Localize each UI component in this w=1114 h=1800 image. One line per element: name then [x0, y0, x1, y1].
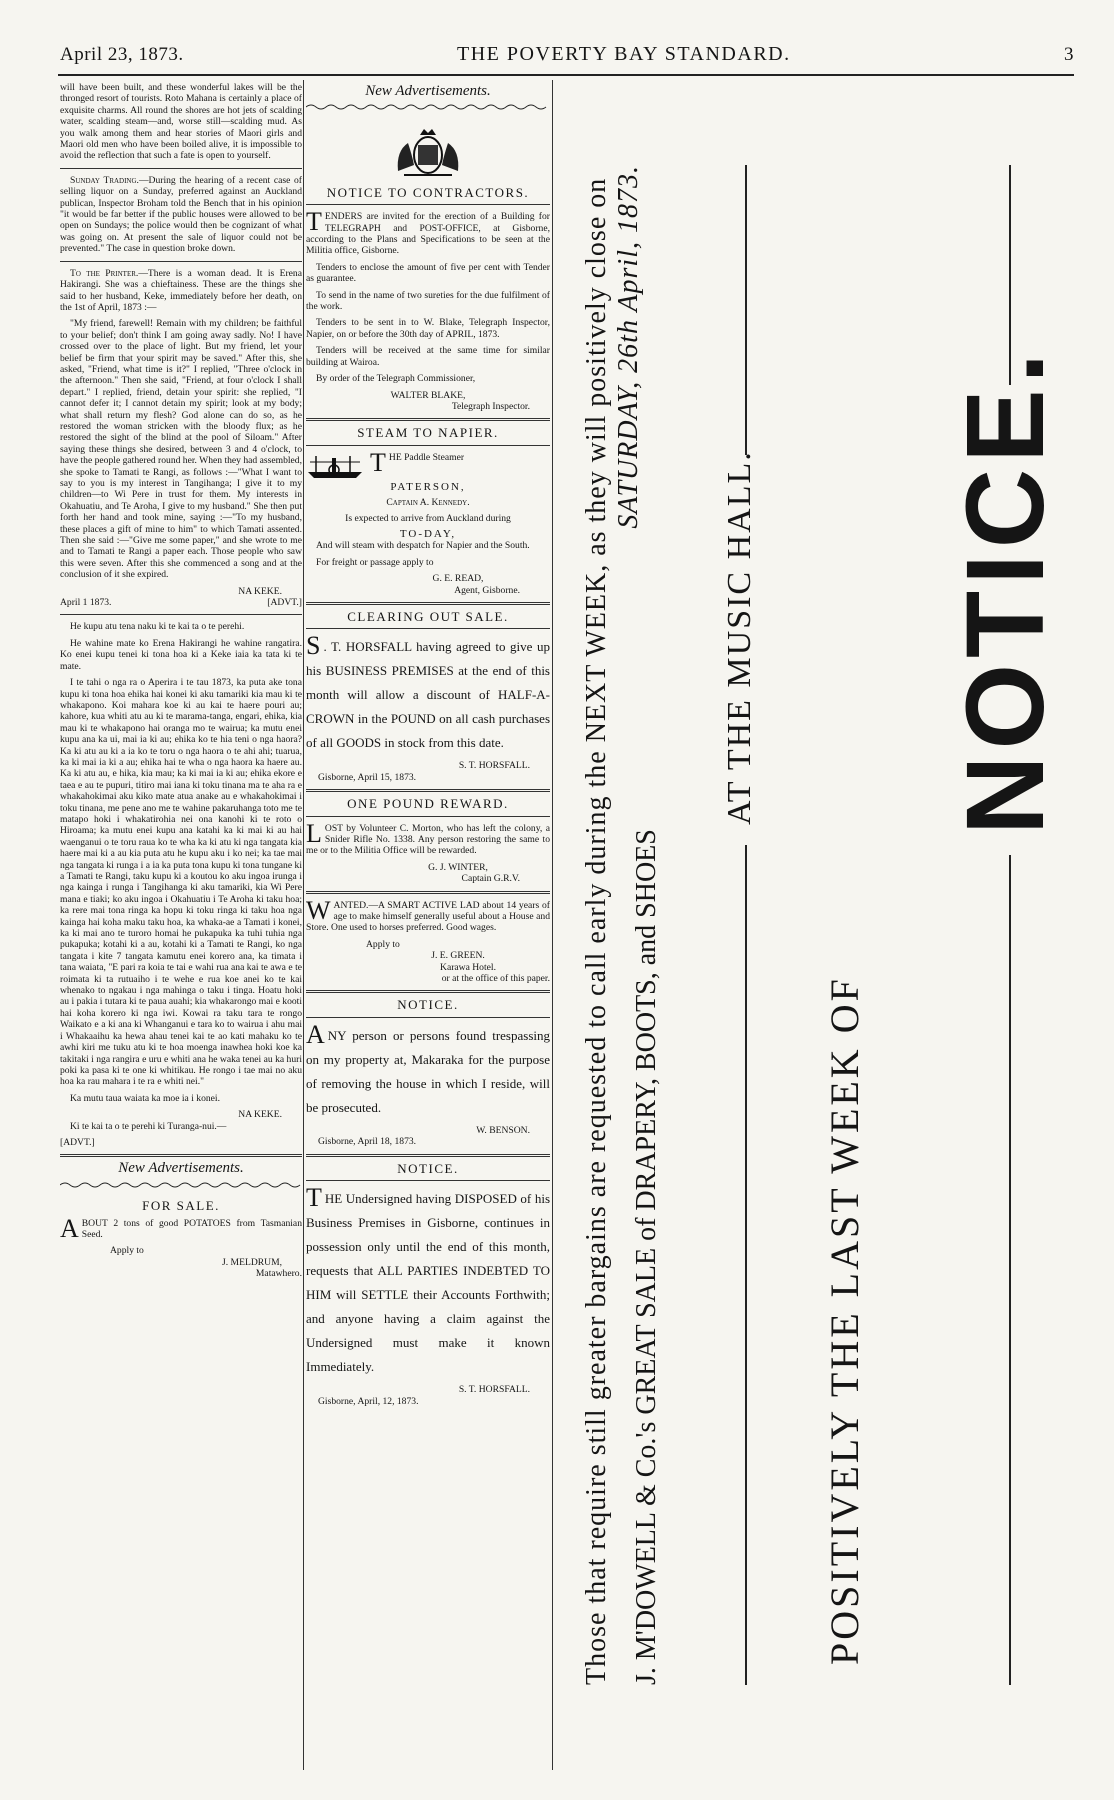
ad-body: OST by Volunteer C. Morton, who has left the colony, a Snider Rifle No. 1338. Any person restoring the same to me or to the Militia Office will be rewarded.	[306, 822, 550, 857]
advertiser-place: Matawhero.	[255, 1268, 302, 1280]
green-name: J. E. GREEN.	[431, 950, 485, 962]
steamship-icon	[306, 452, 366, 480]
read-name: G. E. READ,	[432, 573, 484, 585]
steamer-name: PATERSON,	[390, 480, 466, 493]
read-title: Agent, Gisborne.	[454, 584, 520, 596]
new-advertisements-heading: New Advertisements.	[365, 83, 491, 99]
mdowell-sale-line: J. M'DOWELL & Co.'s GREAT SALE of DRAPERY, BOOTS, and SHOES	[631, 829, 662, 1685]
wanted-ad	[306, 895, 550, 934]
divider	[60, 168, 302, 169]
reward-heading: ONE POUND REWARD.	[347, 796, 509, 812]
drop-cap: S	[306, 631, 321, 661]
steamer-today: TO-DAY,	[399, 527, 457, 540]
notice-heading-2: NOTICE.	[397, 1160, 459, 1176]
bargains-text: Those that require still greater bargains are requested to call early during the NEXT WEEK, as they will positively close on	[581, 177, 612, 1685]
clearing-date: Gisborne, April 15, 1873.	[318, 771, 417, 783]
divider	[306, 204, 550, 205]
divider	[306, 1017, 550, 1018]
advt-tag: [ADVT.]	[60, 1136, 95, 1148]
dateline	[60, 597, 302, 608]
steamer-freight: For freight or passage apply to	[316, 556, 434, 568]
winter-name: G. J. WINTER,	[428, 861, 488, 873]
divider	[306, 445, 550, 446]
article-body: —There is a woman dead. It is Erena Hakirangi. She was a chieftainess. These are the things she said to her husband, Keke, immediately before her death, on the 1st of April, 1873 :—	[60, 267, 302, 313]
green-office: or at the office of this paper.	[441, 973, 550, 985]
drapery-sale-advertisement	[556, 80, 1086, 1770]
ad-body: NY person or persons found trespassing on my property at, Makaraka for the purpose of removing the house in which I reside, will be prosecuted.	[306, 1027, 550, 1115]
column-2	[306, 82, 550, 1782]
steamer-despatch: And will steam with despatch for Napier and the South.	[316, 540, 530, 552]
notice-rule-left	[1009, 855, 1011, 1685]
divider	[306, 1180, 550, 1181]
wavy-rule	[306, 103, 550, 111]
steam-heading: STEAM TO NAPIER.	[357, 425, 499, 441]
divider	[306, 789, 550, 792]
divider	[60, 614, 302, 615]
drop-cap: A	[306, 1019, 325, 1049]
tenders-guarantee: Tenders to enclose the amount of five per cent with Tender as guarantee.	[306, 261, 550, 285]
divider	[306, 628, 550, 629]
ad-body: HE Undersigned having DISPOSED of his Business Premises in Gisborne, continues in possession only until the end of this month, requests that ALL PARTIES INDEBTED TO HIM will SETTLE their Accounts Forthwith; and anyone having a claim against the Undersigned must make it known Immediately.	[306, 1191, 550, 1375]
ad-body: BOUT 2 tons of good POTATOES from Tasmanian Seed.	[81, 1217, 302, 1240]
hall-rule-left	[745, 845, 747, 1685]
music-hall: AT THE MUSIC HALL.	[721, 450, 758, 825]
divider	[306, 816, 550, 817]
drop-cap: T	[370, 447, 386, 477]
tenders-sureties: To send in the name of two sureties for the due fulfilment of the work.	[306, 289, 550, 313]
column-divider-1	[303, 80, 304, 1770]
divider	[60, 1154, 302, 1157]
clearing-heading: CLEARING OUT SALE.	[347, 608, 509, 624]
steamer-arrival: Is expected to arrive from Auckland during	[345, 512, 511, 524]
blake-name: WALTER BLAKE,	[390, 389, 466, 401]
article-lead: Sunday Trading.	[70, 174, 139, 186]
blake-title: Telegraph Inspector.	[451, 400, 530, 412]
reward-ad	[306, 818, 550, 857]
clearing-ad	[306, 631, 550, 755]
apply-line: Apply to	[110, 1245, 144, 1257]
drop-cap: W	[306, 895, 331, 925]
green-hotel: Karawa Hotel.	[440, 961, 496, 973]
for-sale-heading: FOR SALE.	[142, 1198, 220, 1214]
steamer-line: HE Paddle Steamer	[388, 451, 465, 463]
issue-date: April 23, 1873.	[60, 44, 184, 65]
letter-date: April 1 1873.	[60, 597, 112, 609]
potatoes-ad	[60, 1213, 302, 1243]
drop-cap: A	[60, 1213, 79, 1243]
maori-ending: Ka mutu taua waiata ka moe ia i konei.	[70, 1092, 220, 1104]
divider	[306, 990, 550, 993]
tenders-wairoa: Tenders will be received at the same time for similar building at Wairoa.	[306, 345, 550, 368]
newspaper-title: THE POVERTY BAY STANDARD.	[457, 43, 791, 65]
article-to-printer	[60, 268, 302, 314]
ad-body: ANTED.—A SMART ACTIVE LAD about 14 years of age to make himself generally useful about a House and Store. One used to horses preferred. Good wages.	[306, 899, 550, 934]
divider	[306, 418, 550, 421]
new-advertisements-heading: New Advertisements.	[118, 1160, 244, 1177]
masthead-rule	[58, 74, 1074, 76]
horsfall-signature-2: S. T. HORSFALL.	[458, 1384, 530, 1396]
drop-cap: L	[306, 818, 322, 848]
tenders-ad	[306, 207, 550, 257]
steamer-captain: Captain A. Kennedy.	[386, 497, 470, 509]
notice-heading-1: NOTICE.	[397, 997, 459, 1013]
notice1-date: Gisborne, April 18, 1873.	[318, 1136, 417, 1148]
advt-tag: [ADVT.]	[267, 597, 302, 609]
maori-footer: Ki te kai ta o te perehi ki Turanga-nui.—	[70, 1120, 227, 1132]
article-lead: To the Printer.	[70, 267, 139, 279]
horsfall-signature: S. T. HORSFALL.	[458, 760, 530, 772]
contractors-heading: NOTICE TO CONTRACTORS.	[326, 184, 530, 200]
settle-accounts-notice	[306, 1183, 550, 1379]
column-1	[60, 82, 302, 1782]
tenders-deadline: Tenders to be sent in to W. Blake, Telegraph Inspector, Napier, on or before the 30th day of APRIL, 1873.	[306, 317, 550, 340]
maori-para: He wahine mate ko Erena Hakirangi he wahine rangatira. Ko enei kupu tenei ki tona hoa ki a Keke iaia ka tata ki te mate.	[60, 637, 302, 672]
royal-coat-of-arms-icon	[368, 121, 488, 181]
rotated-advert	[571, 145, 1071, 1705]
column-divider-2	[552, 80, 553, 1770]
wanted-apply: Apply to	[366, 938, 400, 950]
divider	[60, 261, 302, 262]
maori-intro: He kupu atu tena naku ki te kai ta o te perehi.	[70, 621, 245, 633]
advertiser-name: J. MELDRUM,	[222, 1256, 282, 1268]
page-number: 3	[1064, 44, 1074, 65]
trespass-notice	[306, 1019, 550, 1120]
divider	[306, 602, 550, 605]
ad-body: . T. HORSFALL having agreed to give up his BUSINESS PREMISES at the end of this month will allow a discount of HALF-A-CROWN in the POUND on all cash purchases of all GOODS in stock from this date.	[306, 639, 550, 751]
steamer-ad	[306, 447, 550, 493]
article-sunday-trading	[60, 175, 302, 255]
maori-letter: I te tahi o nga ra o Aperira i te tau 1873, ka puta ake tona kupu ki tona hoa ehika hai konei ki aku tamariki kia mau ki te whakapono. Koi mahara koe ki au kai te haere pouri au; kahore, kua whiti atu au ki te marama-tanga, engari, ehika, kia mau ki te whakapono hai oranga mo te wairua; ka mutu enei kupu ana ka ui, mai ia ki au; ehika ko te hia teni o nga haora? Ka ki atu au ki a ia ko te toru o nga haora o te ahi ahi; tuarua, ka ki mai ia ki a au; ehika hai te wha o nga haora ka haere au. Ka ki atu au, e hika, kia mau; ka ki mai ia ki au; ehika ekore e taea e au te pupuri, titiro mai iana ki toku tinana ma te aha ra e whakahokimai aku kiko mate atua anake au e whakahokimai i toku tinana, me pene ano me te wahine pakaruhanga toto me te matapo hoki i whakatirohia nei ona kanohi ki te roto o Hiroama; ka mutu enei kupu ana katahi ka ki mai ki au hai waenganui o te toru raua ko te wha ka ki atu ki nga tangata kia haere mai ki a au kia puta atu he kupu aku i ko nei; ka tae mai nga tangata ki runga i a ia ka puta tona kupu ki tona tungane ki a Tamati te Rangi, taku kupu ki a koutou ko aku ingoa irunga i nga kainga i runga i Tangihanga ki aku tamariki, kia Wi Pere mana e tiaki; ko aku ingoa i Okahuatiu i Te Aroha ki taku hoa; ka rere mai tona ringa ka hopu ki toku ringa ki taku hoa nga kainga hai koha maku taku hoa, ka whaka-ae a Tamati i konei, ka ki mai ano te turoro homai he pukapuka ka tuhi tuhia nga pukapuka; kotahi ki a au, kotahi ki a Tamati te Rangi, ko nga tangata i kite 7 tangata kamutu enei korero ana, ka timata i tana waiata, "E pari ra koia te tai e wahi rua ana kai te awa e te roimata ki ta rutuaiho i te wehe e rua koe anei ko te kai whenako to ngakau i nga mahinga o taku i tinga. Hoatu hoki au i pakia i tutara ki te paua auahi; kia whakarongo mai e kooti hai koha korero ki nga iwi. Kowai ra taku tara te rongo Waikato e a ki ana ki Whanganui e tara ko to wairua i ahu mai i Whakaaihu ka hewa ahau tenei kai te ao kati mahaku ko te awhi kiri me tuku atu ki te hoa moenga inawhea hoki koe ka takitaki i nga rangira e uru e whiti ana he waka tenei au ka huri poki ka pasa ki te one ki whitikau. He rongo i tae mai no aku hoa ka rau mahara i te ra e whiti nei."	[60, 677, 302, 1088]
wavy-rule	[60, 1181, 302, 1189]
notice-rule-right	[1009, 165, 1011, 385]
drop-cap: T	[306, 1183, 322, 1213]
article-body: —During the hearing of a recent case of selling liquor on a Sunday, preferred against an Auckland publican, Inspector Broham told the Bench that in his opinion "it would be far better if the public houses were allowed to be open on Sundays; the police would then be cognizant of what was going on. At present the sale of liquor could not be prevented." The case in question broke down.	[60, 174, 302, 255]
closing-date: SATURDAY, 26th April, 1873.	[613, 165, 644, 529]
signature: NA KEKE.	[238, 585, 282, 597]
benson-signature: W. BENSON.	[476, 1124, 530, 1136]
last-week-line: POSITIVELY THE LAST WEEK OF	[822, 976, 867, 1665]
drop-cap: T	[306, 207, 322, 237]
winter-title: Captain G.R.V.	[461, 873, 520, 885]
signature: NA KEKE.	[238, 1109, 282, 1121]
divider	[306, 891, 550, 894]
hall-rule-right	[745, 165, 747, 455]
letter-text: "My friend, farewell! Remain with my children; be faithful to your belief; don't think I am going away sadly. No! I have crossed over to the place of light. But my friend, let your belief be firm that your spirit may be saved." After this, she asked, "Friend, what time is it?" I replied, "Three o'clock in the afternoon." Then she said, "Friend, at four o'clock I shall depart." I replied, friend, detain your spirit: she replied, "I cannot defer it; I cannot detain my spirit; look at my body; what shall return my flesh? God alone can do so, as he restored the woman stricken with the bloody flux; as he restored the sight of the blind at the pool of Siloam." After saying these things she desired, between 3 and 4 o'clock, to have the people gathered round her. When they had assembled, she spoke to Tamati te Rangi, as follows :—"What I want to say to you is my interest in Tangihanga; I give it to my children—to Wi Pere in trust for them. My interests in Okahuatiu, and Te Aroha, I give to my husband." She then put forth her hand and took mine, saying :—"To my husband, these places a gift of mine to him" to which Tamati assented. Then she said :—"Give me some paper," and she wrote to me and to Tamati te Rangi a paper each. Those people who saw this were seven. After this she commenced a song and at the conclusion of it she expired.	[60, 318, 302, 581]
divider	[306, 1154, 550, 1157]
ad-body: ENDERS are invited for the erection of a Building for TELEGRAPH and POST-OFFICE, at Gisborne, according to the Plans and Specifications to be seen at the Militia office, Gisborne.	[306, 211, 550, 257]
notice2-date: Gisborne, April, 12, 1873.	[318, 1395, 419, 1407]
music-hall-row	[721, 145, 801, 1705]
notice-word: NOTICE.	[944, 346, 1067, 835]
article-lakes: will have been built, and these wonderful lakes will be the thronged resort of tourists. Roto Mahana is certainly a place of exquisite charms. All round the shores are hot jets of scalding water, scalding steam—and, worse still—scalding mud. As you walk among them and hear stories of Maori girls and Maori old men who have been boiled alive, it is impossible to avoid the reflection that such a fate is open to yourself.	[60, 82, 302, 162]
masthead	[60, 40, 1074, 66]
notice-banner	[944, 145, 1067, 1705]
tenders-order: By order of the Telegraph Commissioner,	[316, 373, 476, 385]
